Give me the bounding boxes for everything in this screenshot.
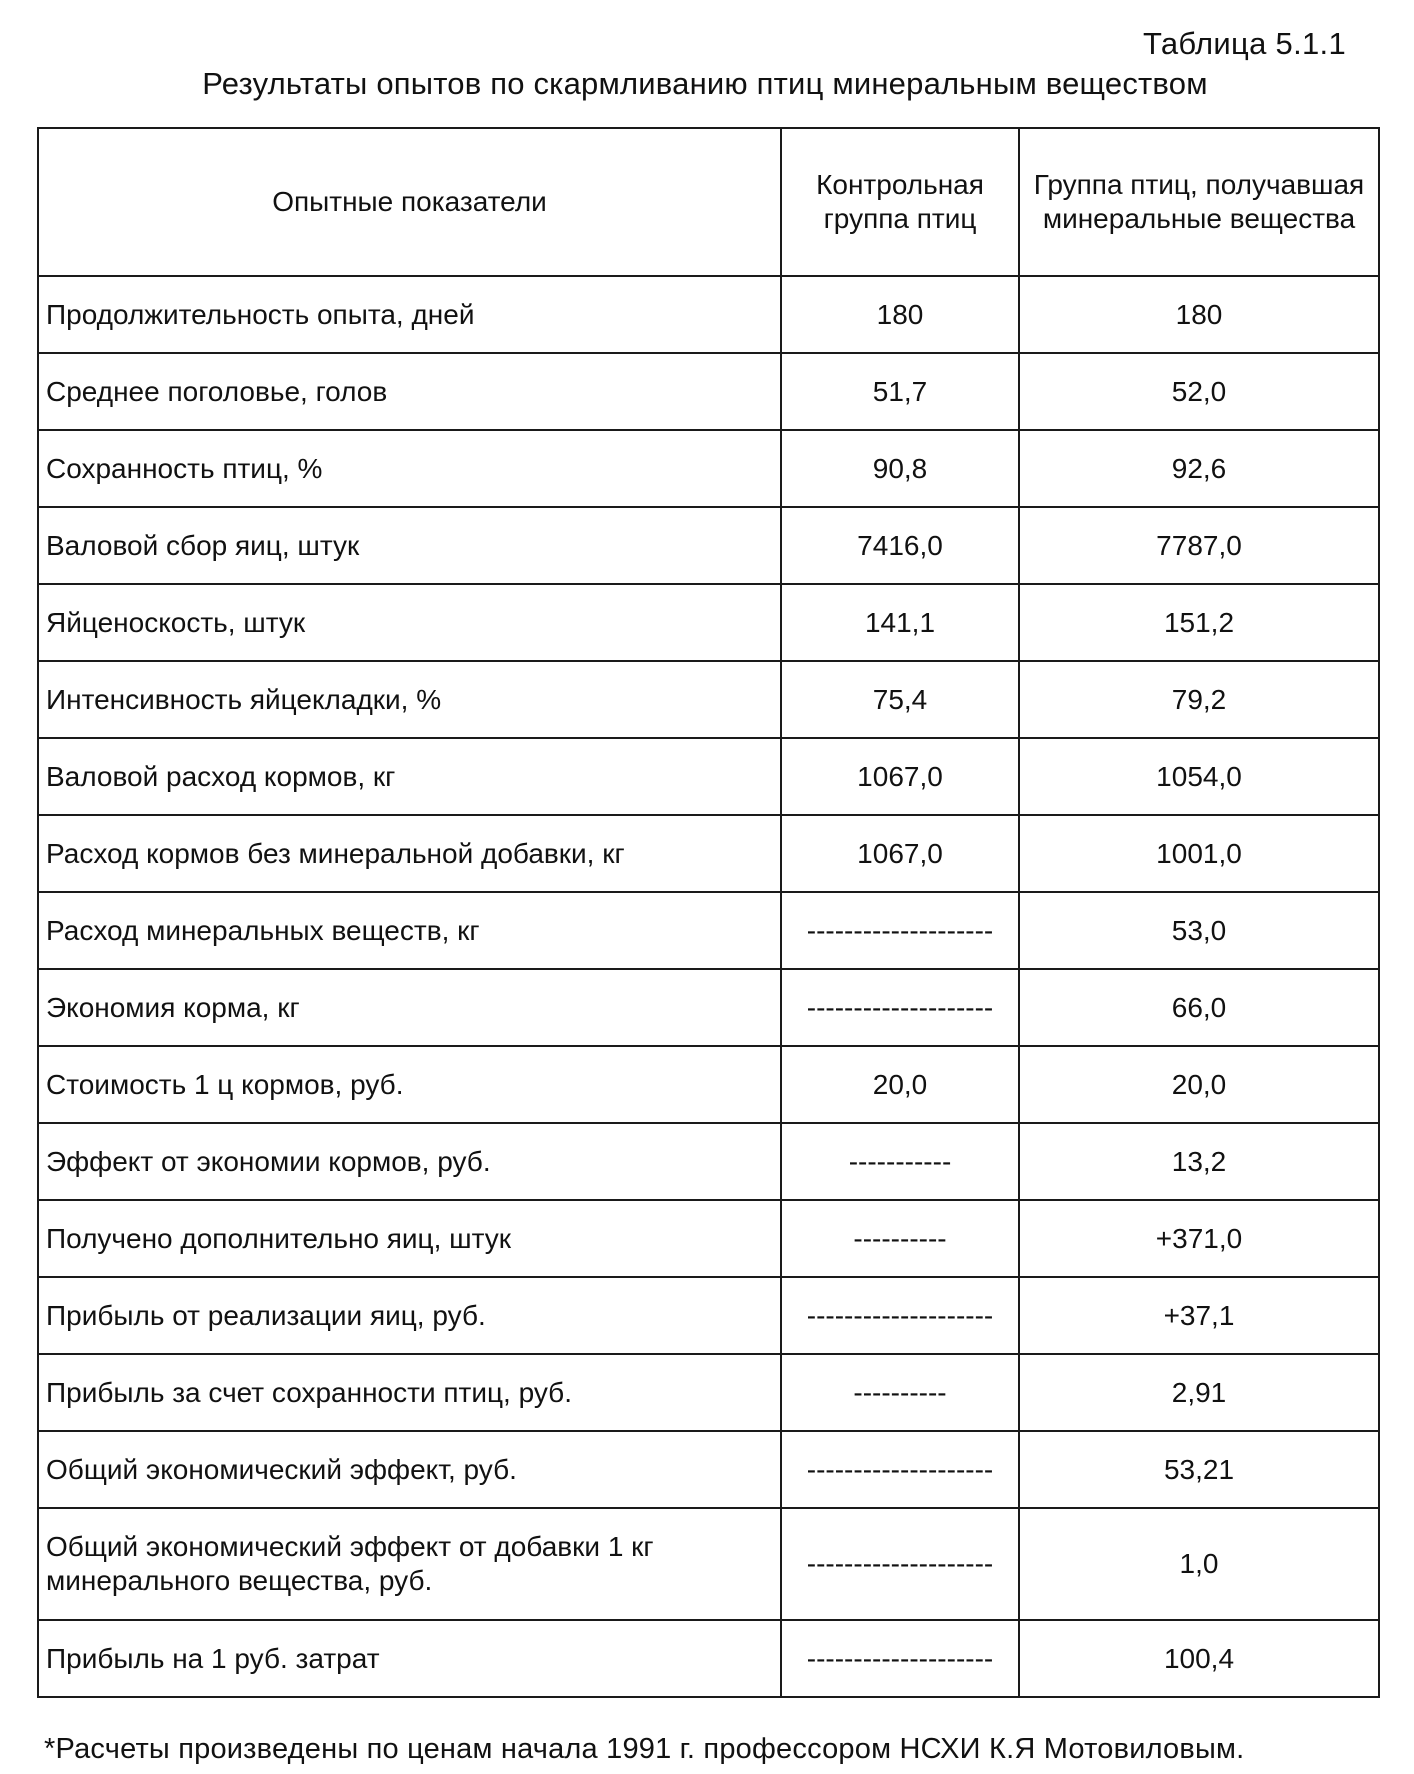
table-row: [38, 661, 1379, 738]
experimental-value: +37,1: [1019, 1277, 1379, 1354]
control-value: 7416,0: [781, 507, 1019, 584]
row-label: Расход кормов без минеральной добавки, кг: [38, 815, 781, 892]
row-label: Интенсивность яйцекладки, %: [38, 661, 781, 738]
control-value: 51,7: [781, 353, 1019, 430]
table-row: [38, 430, 1379, 507]
row-label: Продолжительность опыта, дней: [38, 276, 781, 353]
row-label: Экономия корма, кг: [38, 969, 781, 1046]
experimental-value: 7787,0: [1019, 507, 1379, 584]
experimental-value: 2,91: [1019, 1354, 1379, 1431]
experimental-value: 66,0: [1019, 969, 1379, 1046]
control-value: ----------: [781, 1200, 1019, 1277]
control-value: --------------------: [781, 892, 1019, 969]
experimental-value: 53,21: [1019, 1431, 1379, 1508]
row-label: Сохранность птиц, %: [38, 430, 781, 507]
experimental-value: 79,2: [1019, 661, 1379, 738]
header-control: Контрольная группа птиц: [781, 128, 1019, 276]
table-row: [38, 1277, 1379, 1354]
experimental-value: 151,2: [1019, 584, 1379, 661]
row-label: Стоимость 1 ц кормов, руб.: [38, 1046, 781, 1123]
table-row: [38, 815, 1379, 892]
control-value: --------------------: [781, 1277, 1019, 1354]
table-row: [38, 1620, 1379, 1697]
table-title: Результаты опытов по скармливанию птиц минеральным веществом: [202, 66, 1208, 101]
row-label: Яйценоскость, штук: [38, 584, 781, 661]
control-value: --------------------: [781, 1620, 1019, 1697]
experimental-value: 1054,0: [1019, 738, 1379, 815]
header-indicator: Опытные показатели: [38, 128, 781, 276]
experimental-value: 1,0: [1019, 1508, 1379, 1620]
table-row: [38, 1123, 1379, 1200]
row-label: Расход минеральных веществ, кг: [38, 892, 781, 969]
row-label: Общий экономический эффект, руб.: [38, 1431, 781, 1508]
table-row: [38, 1046, 1379, 1123]
table-row: [38, 1354, 1379, 1431]
row-label: Прибыль на 1 руб. затрат: [38, 1620, 781, 1697]
results-table: [37, 127, 1380, 1698]
control-value: 141,1: [781, 584, 1019, 661]
control-value: --------------------: [781, 1508, 1019, 1620]
table-row: [38, 584, 1379, 661]
control-value: 1067,0: [781, 815, 1019, 892]
control-value: ----------: [781, 1354, 1019, 1431]
experimental-value: 53,0: [1019, 892, 1379, 969]
experimental-value: 92,6: [1019, 430, 1379, 507]
row-label: Получено дополнительно яиц, штук: [38, 1200, 781, 1277]
experimental-value: 13,2: [1019, 1123, 1379, 1200]
table-row: [38, 969, 1379, 1046]
control-value: 20,0: [781, 1046, 1019, 1123]
control-value: 90,8: [781, 430, 1019, 507]
control-value: 75,4: [781, 661, 1019, 738]
row-label: Валовой сбор яиц, штук: [38, 507, 781, 584]
control-value: 1067,0: [781, 738, 1019, 815]
row-label: Прибыль от реализации яиц, руб.: [38, 1277, 781, 1354]
table-row: [38, 1508, 1379, 1620]
row-label: Общий экономический эффект от добавки 1 кг минерального вещества, руб.: [38, 1508, 781, 1620]
row-label: Эффект от экономии кормов, руб.: [38, 1123, 781, 1200]
experimental-value: 100,4: [1019, 1620, 1379, 1697]
row-label: Валовой расход кормов, кг: [38, 738, 781, 815]
table-number: Таблица 5.1.1: [1142, 26, 1346, 61]
row-label: Среднее поголовье, голов: [38, 353, 781, 430]
table-row: [38, 276, 1379, 353]
table-row: [38, 507, 1379, 584]
table-row: [38, 353, 1379, 430]
control-value: 180: [781, 276, 1019, 353]
table-row: [38, 892, 1379, 969]
experimental-value: 180: [1019, 276, 1379, 353]
experimental-value: 20,0: [1019, 1046, 1379, 1123]
table-row: [38, 1200, 1379, 1277]
experimental-value: 1001,0: [1019, 815, 1379, 892]
control-value: --------------------: [781, 1431, 1019, 1508]
control-value: --------------------: [781, 969, 1019, 1046]
header-row: [38, 128, 1379, 276]
row-label: Прибыль за счет сохранности птиц, руб.: [38, 1354, 781, 1431]
table-row: [38, 1431, 1379, 1508]
control-value: -----------: [781, 1123, 1019, 1200]
table-row: [38, 738, 1379, 815]
experimental-value: +371,0: [1019, 1200, 1379, 1277]
footnote: *Расчеты произведены по ценам начала 1991 г. профессором НСХИ К.Я Мотовиловым.: [44, 1733, 1245, 1765]
experimental-value: 52,0: [1019, 353, 1379, 430]
header-experimental: Группа птиц, получавшая минеральные вещества: [1019, 128, 1379, 276]
